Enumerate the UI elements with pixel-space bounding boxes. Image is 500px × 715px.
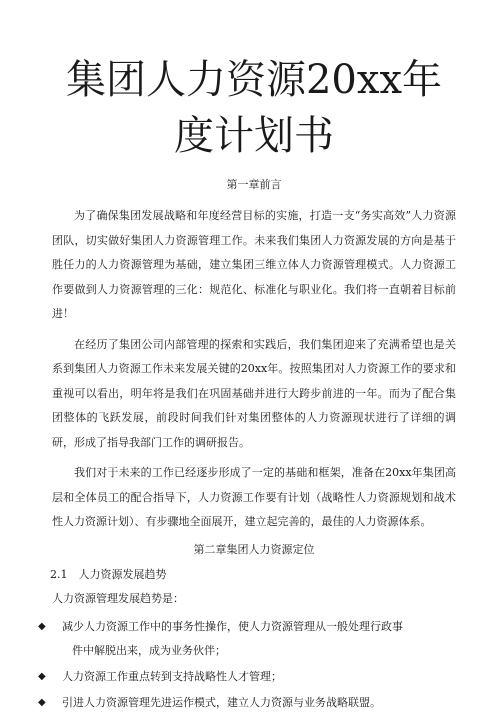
trend-intro: 人力资源管理发展趋势是： bbox=[52, 591, 184, 605]
list-item bbox=[38, 691, 456, 715]
paragraph-1: 为了确保集团发展战略和年度经营目标的实施，打造一支“务实高效”人力资源团队，切实做好集团人力资源管理工作。未来我们集团人力资源发展的方向是基于胜任力的人力资源管理为基础，建立集团三维立体人力资源管理模式。人力资源工作要做到人力资源管理的三化：规范化、标准化与职业化。我们将一直朝着目标前进！ bbox=[52, 209, 456, 320]
trend-bullet-list bbox=[38, 615, 456, 715]
chapter-1-heading: 第一章前言 bbox=[226, 178, 282, 191]
diamond-bullet-icon: ◆ bbox=[38, 621, 46, 632]
title-line-2: 度计划书 bbox=[174, 113, 334, 159]
list-item bbox=[38, 665, 456, 689]
paragraph-3: 我们对于未来的工作已经逐步形成了一定的基础和框架，准备在20xx年集团高层和全体员工的配合指导下，人力资源工作要有计划（战略性人力资源规划和战术性人力资源计划）、有步骤地全面展开，建立起完善的，最佳的人力资源体系。 bbox=[52, 466, 456, 528]
diamond-bullet-icon: ◆ bbox=[38, 671, 46, 682]
diamond-bullet-icon: ◆ bbox=[38, 697, 46, 708]
section-2-1-heading: 2.1 人力资源发展趋势 bbox=[50, 567, 167, 581]
list-item bbox=[38, 615, 456, 663]
title-line-1: 集团人力资源20xx年 bbox=[65, 57, 442, 103]
paragraph-2: 在经历了集团公司内部管理的探索和实践后，我们集团迎来了充满希望也是关系到集团人力资源工作未来发展关键的20xx年。按照集团对人力资源工作的要求和重视可以看出，明年将是我们在巩固基础并进行大跨步前进的一年。而为了配合集团整体的飞跃发展，前段时间我们针对集团整体的人力资源现状进行了详细的调研，形成了指导我部门工作的调研报告。 bbox=[52, 337, 456, 449]
chapter-2-heading: 第二章集团人力资源定位 bbox=[193, 542, 315, 556]
bullet-2-text: 人力资源工作重点转到支持战略性人才管理； bbox=[62, 670, 282, 683]
bullet-3-text: 引进人力资源管理先进运作模式，建立人力资源与业务战略联盟。 bbox=[62, 696, 381, 709]
bullet-1-line-1: 减少人力资源工作中的事务性操作，使人力资源管理从一般处理行政事 bbox=[62, 620, 403, 633]
document-title bbox=[52, 52, 456, 164]
bullet-1-line-2: 件中解脱出来，成为业务伙伴； bbox=[72, 644, 226, 657]
